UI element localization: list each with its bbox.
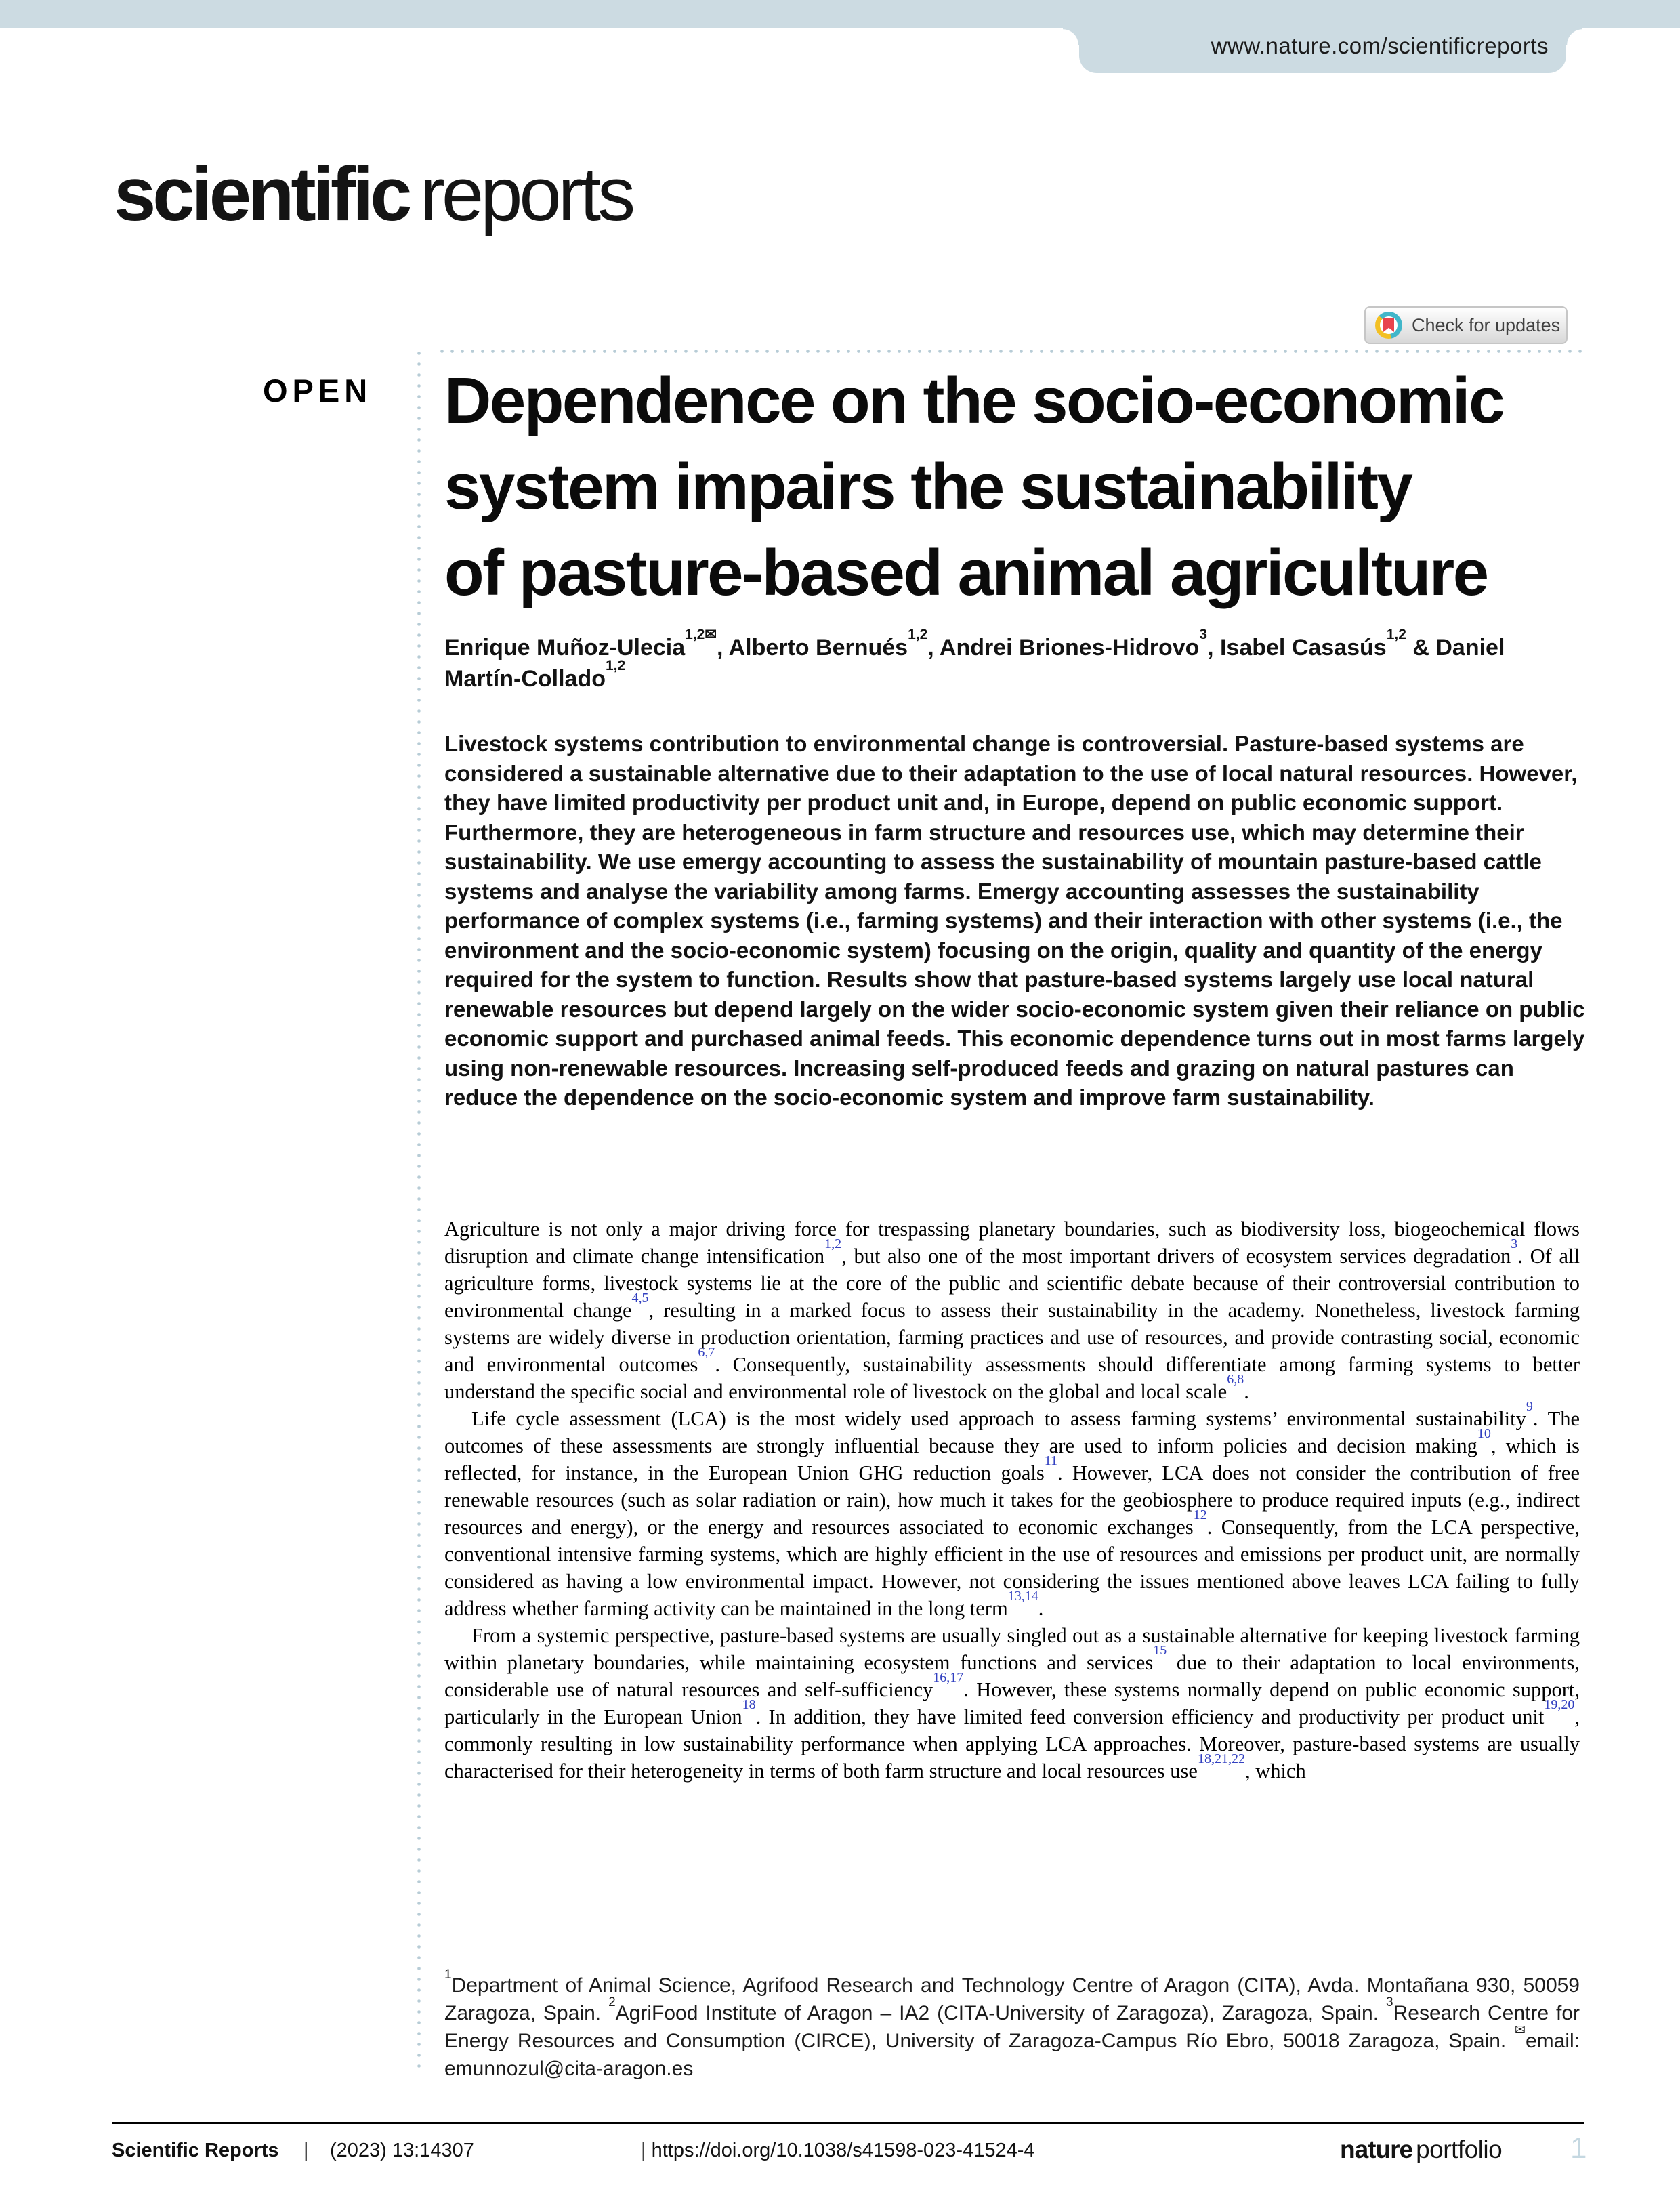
open-access-label: OPEN: [263, 373, 373, 409]
body-paragraph-1: Agriculture is not only a major driving force for trespassing planetary boundaries, such as biodiversity loss, biogeochemical flows disruption and climate change intensification$^{1,2}$, but also one of the most important drivers of ecosystem services degradation$^3$. Of all agriculture forms, livestock systems lie at the core of the public and scientific debate because of their controversial contribution to environmental change$^{4,5}$, resulting in a marked focus to assess their sustainability in the academy. Nonetheless, livestock farming systems are widely diverse in production orientation, farming practices and use of resources, and provide contrasting social, economic and environmental outcomes$^{6,7}$. Consequently, sustainability assessments should differentiate among farming systems to better understand the specific social and environmental role of livestock on the global and local scale$^{6,8}$.: [444, 1217, 1580, 1403]
page-number: 1: [1570, 2131, 1587, 2165]
footer-doi-link[interactable]: https://doi.org/10.1038/s41598-023-41524-4: [651, 2140, 1035, 2161]
header-tab: [1079, 0, 1566, 73]
nature-portfolio-light: portfolio: [1416, 2136, 1503, 2163]
footer-doi[interactable]: [641, 2140, 1035, 2162]
nature-portfolio-logo: [1340, 2136, 1502, 2164]
journal-logo-light: reports: [419, 152, 633, 236]
nature-portfolio-bold: nature: [1340, 2136, 1413, 2163]
body-paragraph-3: From a systemic perspective, pasture-based systems are usually singled out as a sustainable alternative for keeping livestock farming within planetary boundaries, while maintaining ecosystem functions and services$^{15}$ due to their adaptation to local environments, considerable use of natural resources and self-sufficiency$^{16,17}$. However, these systems normally depend on public economic support, particularly in the European Union$^{18}$. In addition, they have limited feed conversion efficiency and productivity per product unit$^{19,20}$, commonly resulting in low sustainability performance when applying LCA approaches. Moreover, pasture-based systems are usually characterised for their heterogeneity in terms of both farm structure and local resources use$^{18,21,22}$, which: [444, 1624, 1580, 1783]
check-for-updates-label: Check for updates: [1412, 314, 1561, 335]
dotted-rule-left: [417, 352, 421, 2075]
journal-logo: [114, 150, 632, 238]
footer-rule: [112, 2122, 1584, 2124]
affiliations-note: $^1$Department of Animal Science, Agrifood Research and Technology Centre of Aragon (CITA), Avda. Montañana 930, 50059 Zaragoza, Spain. $^2$AgriFood Institute of Aragon – IA2 (CITA-University of Zaragoza), Zaragoza, Spain. $^3$Research Centre for Energy Resources and Consumption (CIRCE), University of Zaragoza-Campus Río Ebro, 50018 Zaragoza, Spain. ✉email: emunnozul@cita-aragon.es: [444, 1967, 1580, 2080]
dotted-rule-top: [440, 350, 1584, 353]
footer-citation: (2023) 13:14307: [330, 2140, 474, 2161]
header-tab-fillet-right: [1566, 28, 1582, 45]
article-title: Dependence on the socio-economic system impairs the sustainability of pasture-based animal agriculture: [444, 364, 1503, 609]
author-list: Enrique Muñoz-Ulecia$^{1,2✉}$, Alberto Bernués$^{1,2}$, Andrei Briones-Hidrovo$^3$, Isabel Casasús$^{1,2}$ & Daniel Martín-Collado$^{1,2}$: [444, 627, 1505, 692]
footer-journal-name: Scientific Reports: [112, 2140, 279, 2161]
footer-pipe-1: |: [303, 2140, 309, 2161]
article-body: [444, 1215, 1580, 1785]
check-for-updates-badge[interactable]: [1364, 306, 1568, 344]
crossmark-icon: [1375, 312, 1402, 339]
journal-logo-bold: scientific: [114, 152, 409, 236]
body-paragraph-2: Life cycle assessment (LCA) is the most widely used approach to assess farming systems’ environmental sustainability$^9$. The outcomes of these assessments are strongly influential because they are used to inform policies and decision making$^{10}$, which is reflected, for instance, in the European Union GHG reduction goals$^{11}$. However, LCA does not consider the contribution of free renewable resources (such as solar radiation or rain), how much it takes for the geobiosphere to produce required inputs (e.g., indirect resources and energy), or the energy and resources associated to economic exchanges$^{12}$. Consequently, from the LCA perspective, conventional intensive farming systems, which are highly efficient in the use of resources and emissions per product unit, are normally considered as having a low environmental impact. However, not considering the issues mentioned above leaves LCA failing to fully address whether farming activity can be maintained in the long term$^{13,14}$.: [444, 1398, 1580, 1620]
header-tab-fillet-left: [1063, 28, 1079, 45]
journal-url: www.nature.com/scientificreports: [1211, 33, 1549, 58]
footer-pipe-2: |: [641, 2140, 652, 2161]
abstract-text: Livestock systems contribution to environmental change is controversial. Pasture-based systems are considered a sustainable alternative due to their adaptation to the use of local natural resources. However, they have limited productivity per product unit and, in Europe, depend on public economic support. Furthermore, they are heterogeneous in farm structure and resources use, which may determine their sustainability. We use emergy accounting to assess the sustainability of mountain pasture-based cattle systems and analyse the variability among farms. Emergy accounting assesses the sustainability performance of complex systems (i.e., farming systems) and their interaction with other systems (i.e., the environment and the socio-economic system) focusing on the origin, quality and quantity of the energy required for the system to function. Results show that pasture-based systems largely use local natural renewable resources but depend largely on the wider socio-economic system given their reliance on public economic support and purchased animal feeds. This economic dependence turns out in most farms largely using non-renewable resources. Increasing self-produced feeds and grazing on natural pastures can reduce the dependence on the socio-economic system and improve farm sustainability.: [444, 731, 1585, 1110]
